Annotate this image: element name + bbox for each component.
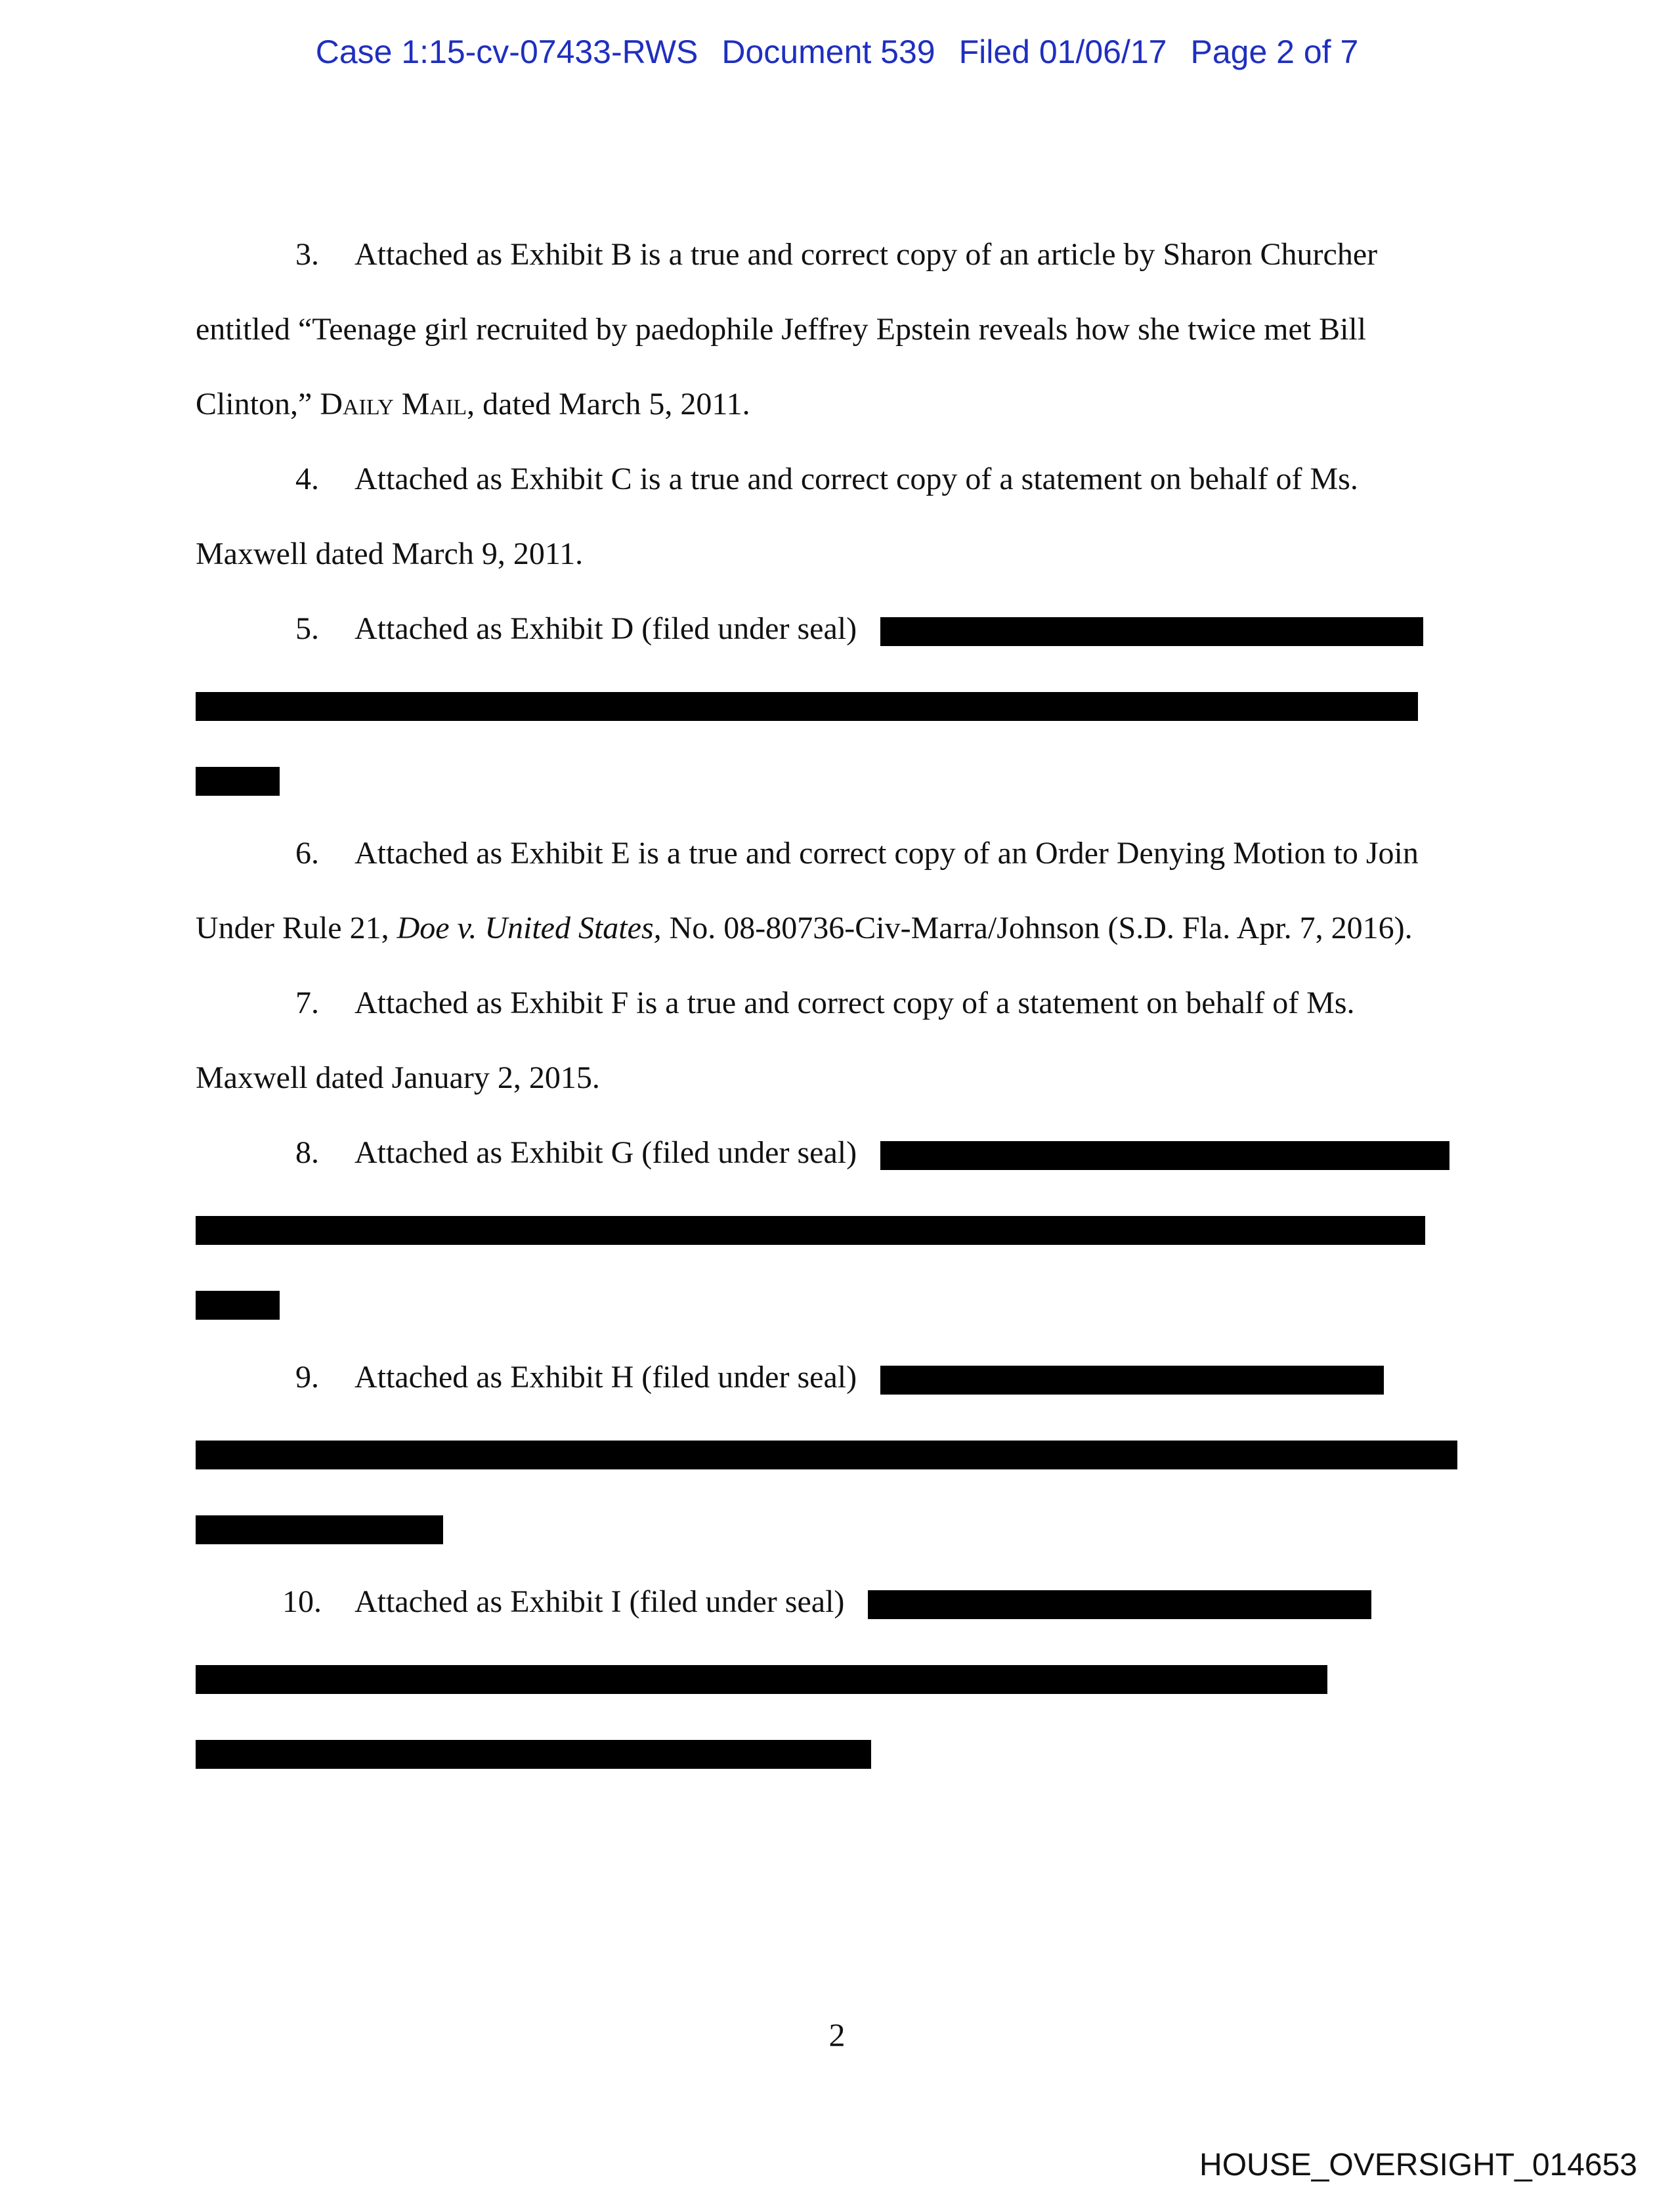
page-number: 2 <box>828 2016 846 2053</box>
paragraph-5-line-1 <box>295 609 857 649</box>
paragraph-number: 6. <box>295 836 319 871</box>
paragraph-4-line-2: Maxwell dated March 9, 2011. <box>196 536 584 571</box>
paragraph-6-line-2: Under Rule 21, Doe v. United States, No. 08-80736-Civ-Marra/Johnson (S.D. Fla. Apr. 7, 2016). <box>196 911 1413 945</box>
paragraph-7-line-1 <box>295 984 1355 1023</box>
paragraph-7-line-2: Maxwell dated January 2, 2015. <box>196 1060 600 1095</box>
case-number: Case 1:15-cv-07433-RWS <box>315 33 698 70</box>
paragraph-text: Attached as Exhibit C is a true and correct copy of a statement on behalf of Ms. <box>354 462 1358 496</box>
redaction-bar <box>880 1141 1449 1170</box>
redaction-bar <box>196 1441 1457 1469</box>
bates-number: HOUSE_OVERSIGHT_014653 <box>1199 2148 1637 2182</box>
paragraph-9-line-1 <box>295 1358 857 1397</box>
filed-date: Filed 01/06/17 <box>958 33 1167 70</box>
paragraph-number: 5. <box>295 611 319 646</box>
redaction-bar <box>196 1515 443 1544</box>
redaction-bar <box>196 1740 871 1769</box>
redaction-bar <box>196 1291 280 1320</box>
paragraph-3-line-1 <box>295 235 1377 274</box>
paragraph-8-line-1 <box>295 1133 857 1173</box>
paragraph-text: Attached as Exhibit E is a true and correct copy of an Order Denying Motion to Join <box>354 836 1419 871</box>
paragraph-10-line-1 <box>282 1582 844 1622</box>
page-indicator: Page 2 of 7 <box>1190 33 1359 70</box>
paragraph-text: Attached as Exhibit I (filed under seal) <box>354 1584 845 1619</box>
redaction-bar <box>196 692 1418 721</box>
paragraph-number: 7. <box>295 986 319 1020</box>
paragraph-text: Attached as Exhibit D (filed under seal) <box>354 611 857 646</box>
paragraph-text: Attached as Exhibit H (filed under seal) <box>354 1360 857 1395</box>
paragraph-number: 3. <box>295 237 319 272</box>
paragraph-number: 9. <box>295 1360 319 1395</box>
paragraph-6-line-1 <box>295 834 1419 873</box>
paragraph-number: 8. <box>295 1135 319 1170</box>
publication-name: Daily Mail <box>320 387 467 422</box>
redaction-bar <box>880 1366 1384 1395</box>
document-number: Document 539 <box>721 33 935 70</box>
paragraph-3-line-3: Clinton,” Daily Mail, dated March 5, 2011. <box>196 387 750 422</box>
paragraph-4-line-1 <box>295 460 1358 499</box>
redaction-bar <box>196 1216 1425 1245</box>
paragraph-number: 4. <box>295 462 319 496</box>
redaction-bar <box>868 1590 1371 1619</box>
paragraph-3-line-2: entitled “Teenage girl recruited by paedophile Jeffrey Epstein reveals how she twice met Bill <box>196 312 1367 347</box>
redaction-bar <box>196 767 280 796</box>
redaction-bar <box>196 1665 1327 1694</box>
paragraph-text: Attached as Exhibit B is a true and correct copy of an article by Sharon Churcher <box>354 237 1378 272</box>
redaction-bar <box>880 617 1423 646</box>
case-citation: Doe v. United States, <box>397 911 662 945</box>
paragraph-text: Attached as Exhibit G (filed under seal) <box>354 1135 857 1170</box>
paragraph-number: 10. <box>282 1584 322 1619</box>
case-header <box>0 33 1674 71</box>
paragraph-text: Attached as Exhibit F is a true and correct copy of a statement on behalf of Ms. <box>354 986 1355 1020</box>
